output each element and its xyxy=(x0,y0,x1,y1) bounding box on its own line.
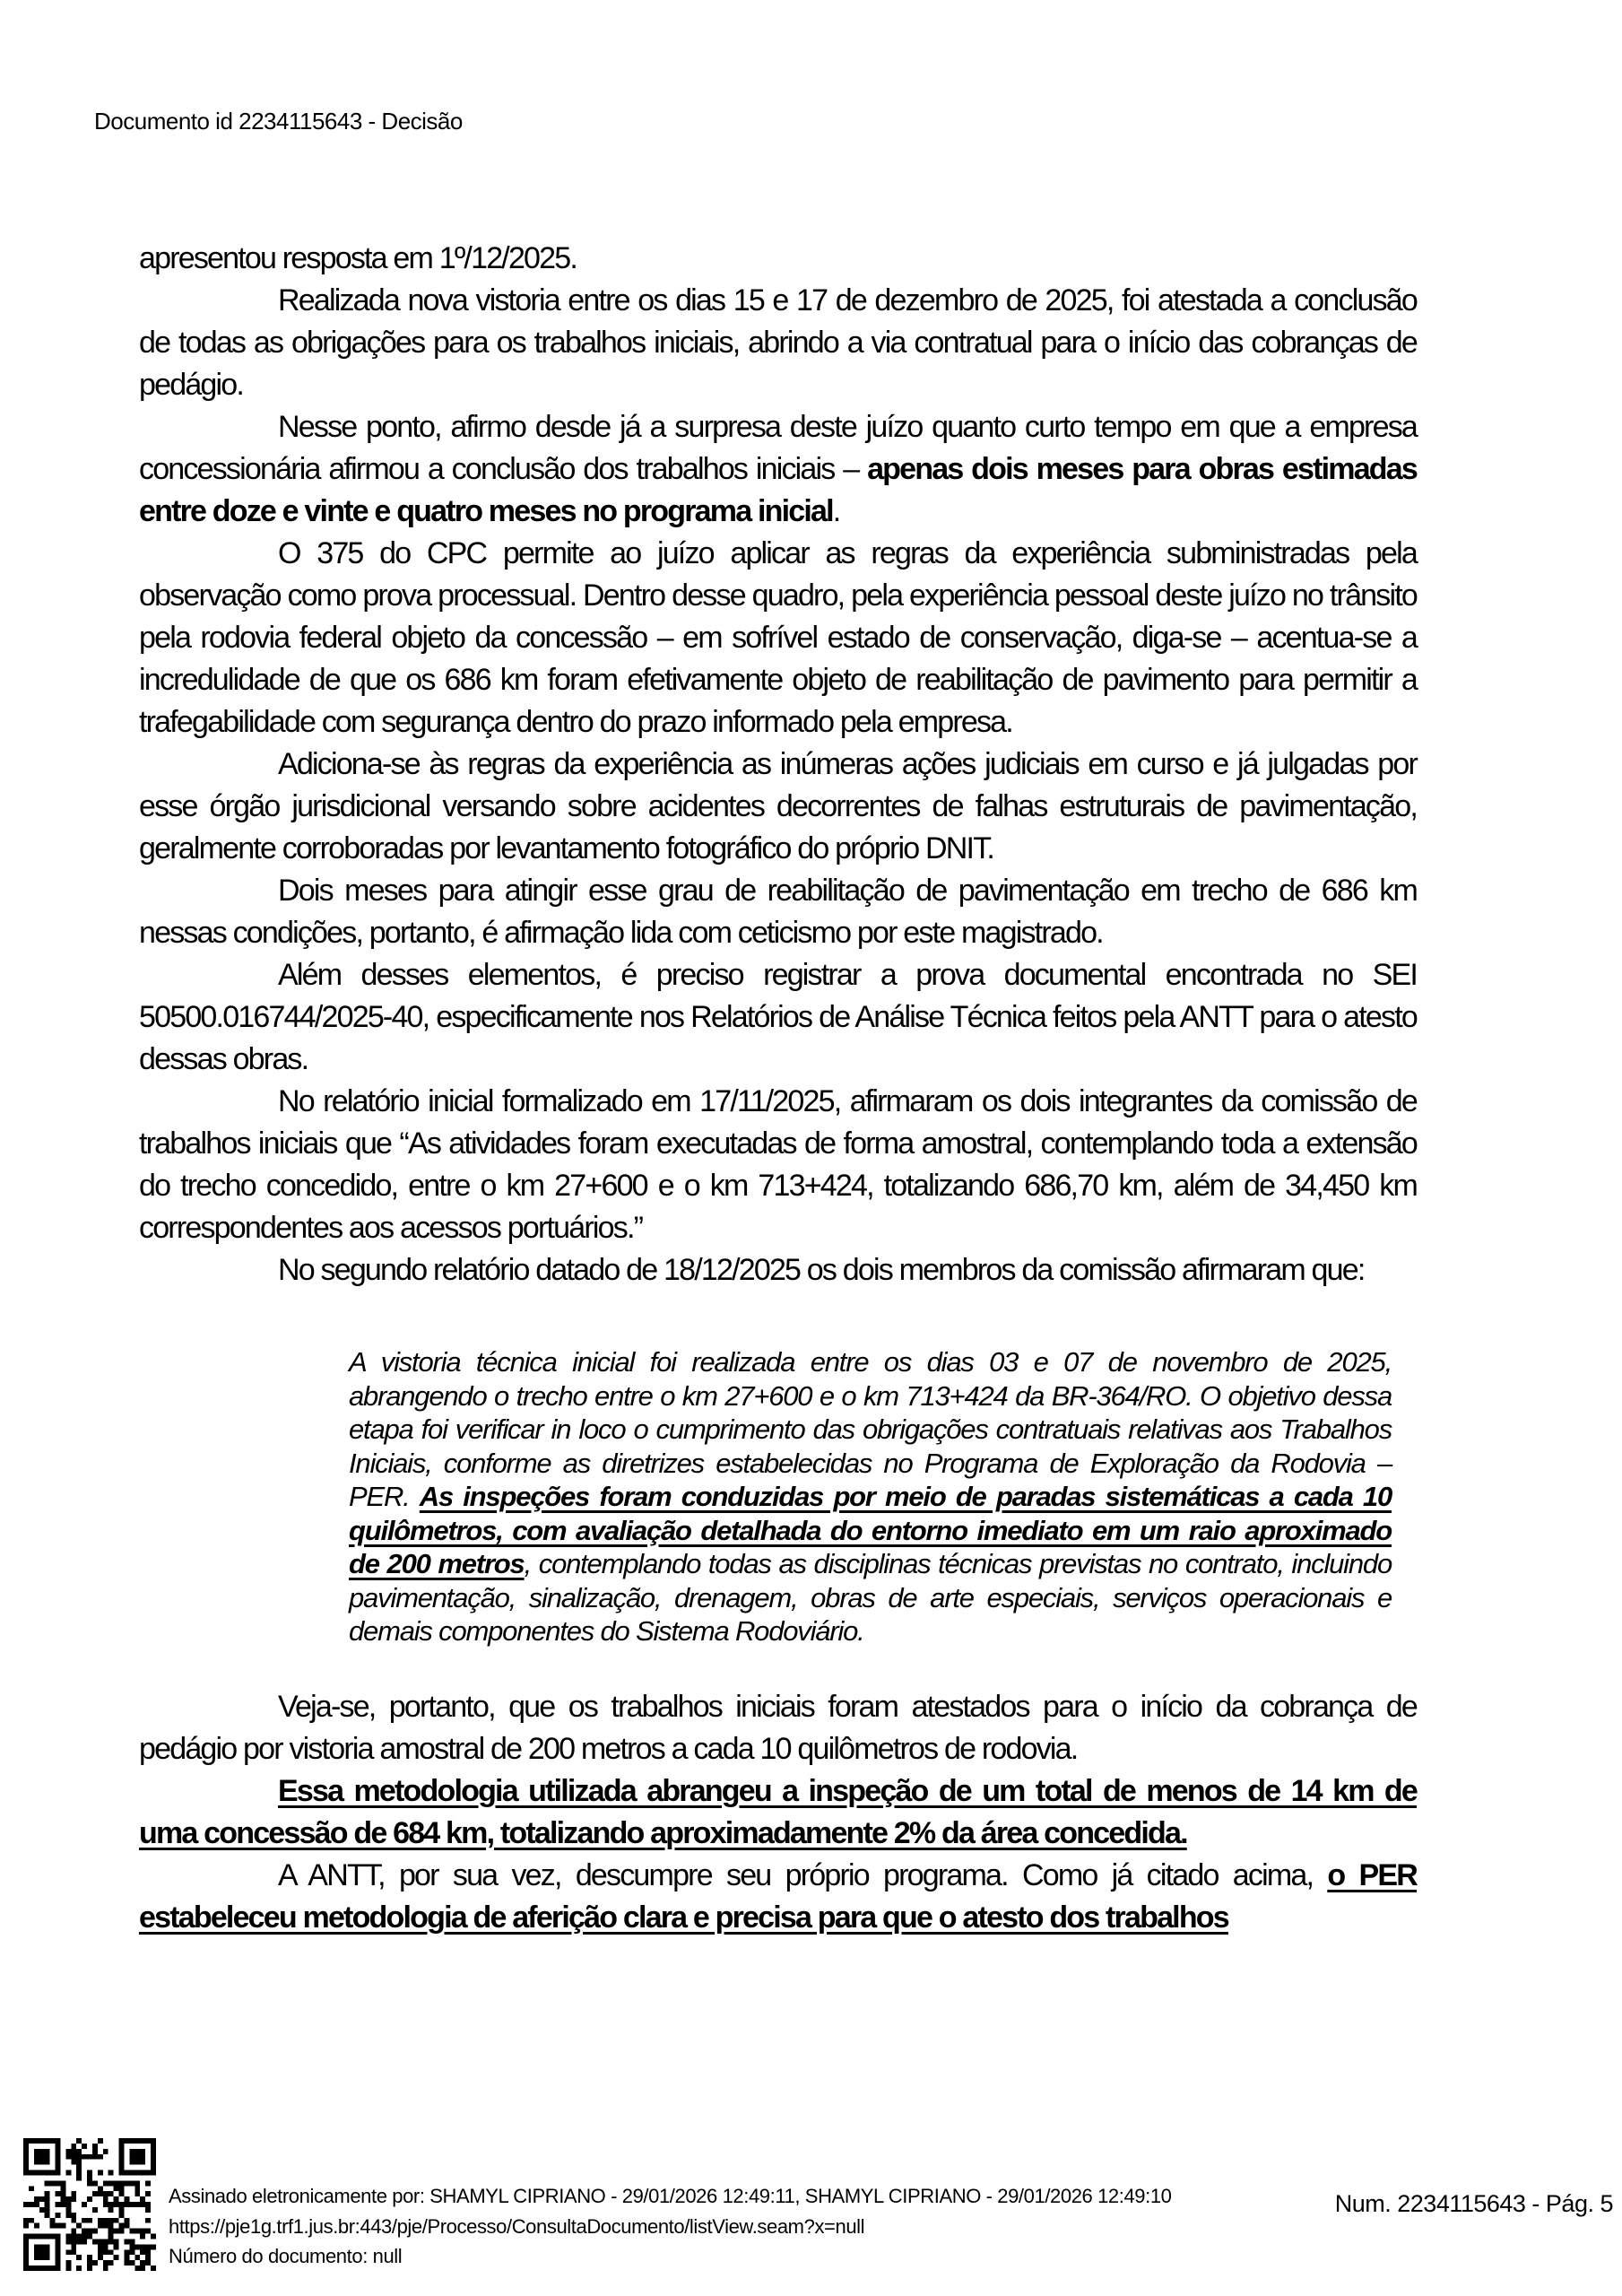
page-number: Num. 2234115643 - Pág. 5 xyxy=(1334,2190,1613,2217)
document-id-header: Documento id 2234115643 - Decisão xyxy=(94,108,463,135)
paragraph: O 375 do CPC permite ao juízo aplicar as regras da experiência subministradas pela observação como prova processual. Dentro desse quadro, pela experiência pessoal deste juízo no trânsito pela rodovia federal objeto da concessão – em sofrível estado de conservação, diga-se – acentua-se a incredulidade de que os 686 km foram efetivamente objeto de reabilitação de pavimento para permitir a trafegabilidade com segurança dentro do prazo informado pela empresa. xyxy=(139,536,1417,739)
paragraph: Veja-se, portanto, que os trabalhos iniciais foram atestados para o início da cobrança de pedágio por vistoria amostral de 200 metros a cada 10 quilômetros de rodovia. xyxy=(139,1689,1417,1766)
paragraph: Adiciona-se às regras da experiência as inúmeras ações judiciais em curso e já julgadas por esse órgão jurisdicional versando sobre acidentes decorrentes de falhas estruturais de pavimentação, geralmente corroboradas por levantamento fotográfico do próprio DNIT. xyxy=(139,747,1417,865)
paragraph: No segundo relatório datado de 18/12/2025 os dois membros da comissão afirmaram que: xyxy=(278,1253,1365,1287)
document-number: Número do documento: null xyxy=(169,2245,403,2267)
paragraph: No relatório inicial formalizado em 17/11/2025, afirmaram os dois integrantes da comissão de trabalhos iniciais que “As atividades foram executadas de forma amostral, contemplando toda a extensão do trecho concedido, entre o km 27+600 e o km 713+424, totalizando 686,70 km, além de 34,450 km correspondentes aos acessos portuários.” xyxy=(139,1084,1417,1245)
paragraph: Dois meses para atingir esse grau de reabilitação de pavimentação em trecho de 686 km nessas condições, portanto, é afirmação lida com ceticismo por este magistrado. xyxy=(139,874,1417,950)
paragraph: A ANTT, por sua vez, descumpre seu próprio programa. Como já citado acima, o PER estabeleceu metodologia de aferição clara e precisa para que o atesto dos trabalhos xyxy=(139,1857,1417,1935)
signature-line: Assinado eletronicamente por: SHAMYL CIPRIANO - 29/01/2026 12:49:11, SHAMYL CIPRIANO - 29/01/2026 12:49:10 xyxy=(169,2185,1172,2207)
paragraph: Realizada nova vistoria entre os dias 15 e 17 de dezembro de 2025, foi atestada a conclusão de todas as obrigações para os trabalhos iniciais, abrindo a via contratual para o início das cobranças de pedágio. xyxy=(139,283,1417,402)
document-body xyxy=(139,238,1417,1939)
paragraph: Essa metodologia utilizada abrangeu a inspeção de um total de menos de 14 km de uma concessão de 684 km, totalizando aproximadamente 2% da área concedida. xyxy=(139,1773,1417,1850)
quote-block: A vistoria técnica inicial foi realizada entre os dias 03 e 07 de novembro de 2025, abrangendo o trecho entre o km 27+600 e o km 713+424 da BR-364/RO. O objetivo dessa etapa foi verificar in loco o cumprimento das obrigações contratuais relativas aos Trabalhos Iniciais, conforme as diretrizes estabelecidas no Programa de Exploração da Rodovia – PER. As inspeções foram conduzidas por meio de paradas sistemáticas a cada 10 quilômetros, com avaliação detalhada do entorno imediato em um raio aproximado de 200 metros, contemplando todas as disciplinas técnicas previstas no contrato, incluindo pavimentação, sinalização, drenagem, obras de arte especiais, serviços operacionais e demais componentes do Sistema Rodoviário. xyxy=(349,1346,1392,1647)
document-url: https://pje1g.trf1.jus.br:443/pje/Processo/ConsultaDocumento/listView.seam?x=null xyxy=(169,2214,865,2238)
paragraph: Além desses elementos, é preciso registrar a prova documental encontrada no SEI 50500.016744/2025-40, especificamente nos Relatórios de Análise Técnica feitos pela ANTT para o atesto dessas obras. xyxy=(139,958,1417,1076)
footer-signature-block xyxy=(169,2181,1172,2272)
paragraph: apresentou resposta em 1º/12/2025. xyxy=(139,241,577,275)
qr-code xyxy=(22,2138,158,2271)
paragraph: Nesse ponto, afirmo desde já a surpresa deste juízo quanto curto tempo em que a empresa concessionária afirmou a conclusão dos trabalhos iniciais – apenas dois meses para obras estimadas entre doze e vinte e quatro meses no programa inicial. xyxy=(139,410,1417,528)
